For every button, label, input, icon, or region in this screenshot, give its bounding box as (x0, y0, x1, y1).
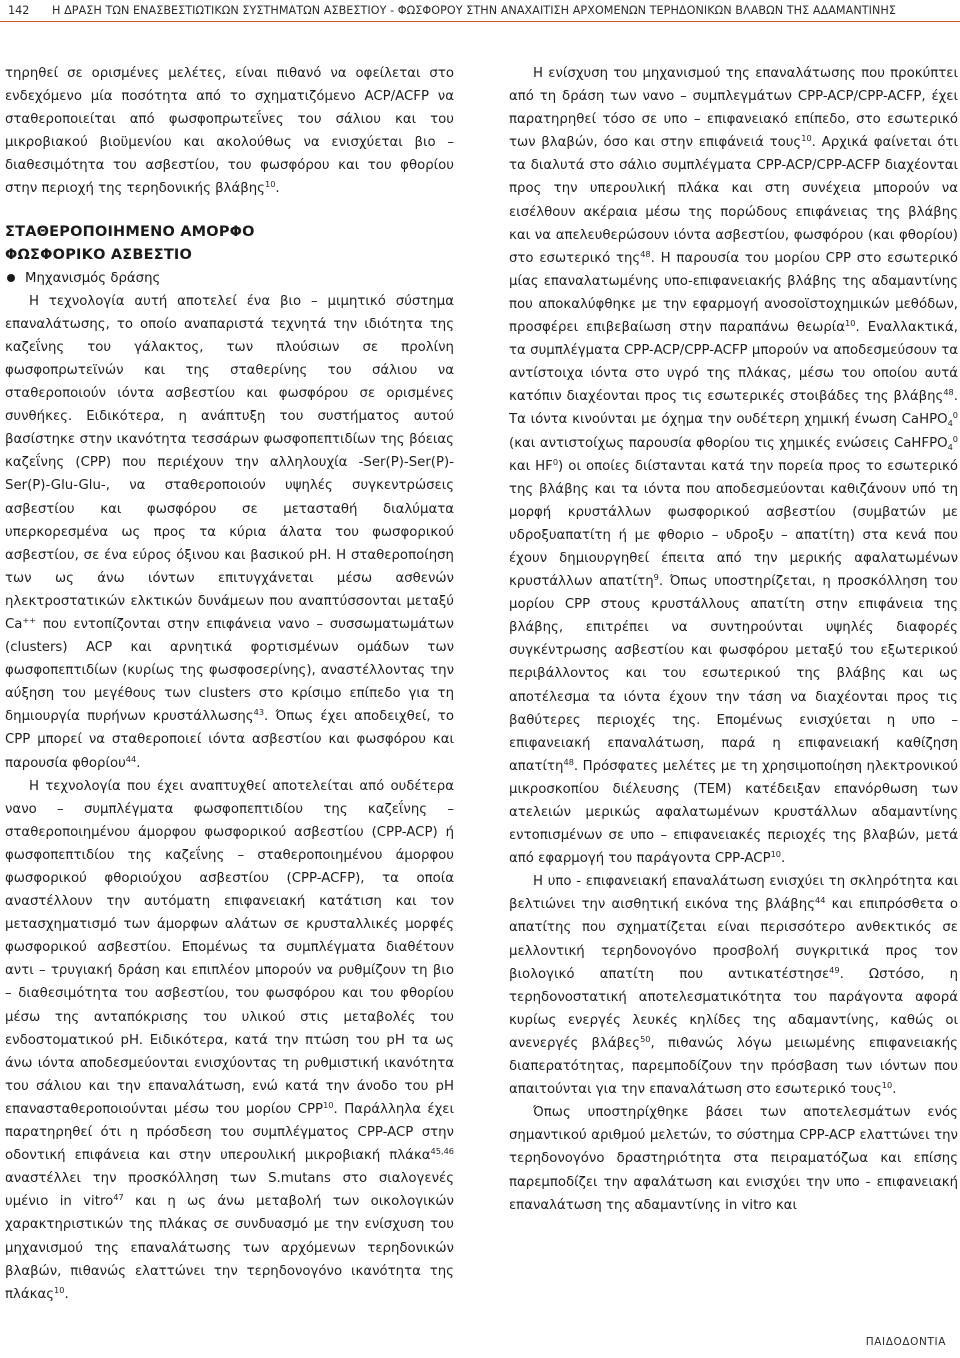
citation-superscript: 44 (125, 753, 137, 764)
section-title (5, 221, 454, 267)
right-column (509, 62, 958, 1217)
bullet-icon (7, 274, 15, 282)
subsurface-paragraph: Η υπο - επιφανειακή επαναλάτωση ενισχύει τη σκληρότητα και βελτιώνει την αισθητική εικόνα της βλάβης$^{44}$ και επιπρόσθετα ο απατίτης που σχηματίζεται είναι περισσότερο ανθεκτικός σε μελλοντική τερηδονογόνο προσβολή συγκριτικά προς τον βιολογικό απατίτη που αντικατέστησε$^{49}$. Ωστόσο, η τερηδονοστατική αποτελεσματικότητα του παράγοντα αφορά κυρίως ενεργές λευκές κηλίδες της αδαμαντίνης, καθώς οι ανενεργές βλάβες$^{50}$, πιθανώς λόγω μειωμένης επιφανειακής διαπερατότητας, παρεμποδίζουν την πρόσβαση των ιόντων που απαιτούνται για την επαναλάτωση στο εσωτερικό τους$^{10}$. (509, 874, 958, 1098)
citation-superscript: 9 (653, 572, 659, 583)
citation-superscript: 49 (829, 964, 840, 975)
citation-superscript: 0 (552, 456, 559, 467)
mechanism-paragraph: Η τεχνολογία αυτή αποτελεί ένα βιο – μιμητικό σύστημα επαναλάτωσης, το οποίο αναπαριστά τεχνητά την ιδιότητα της καζεΐνης του γάλακτος, των πλούσιων σε προλίνη φωσφοπρωτεϊνών και της σταθερίνης του σάλιου να σταθεροποιούν ιόντα ασβεστίου και φωσφόρου σε ορισμένες συνθήκες. Ειδικότερα, η ανάπτυξη του συστήματος αυτού βασίστηκε στην ικανότητα τεσσάρων φωσφοπεπτιδίων της βόειας καζεΐνης (CPP) που περιέχουν την αλληλουχία -Ser(P)-Ser(P)-Ser(P)-Glu-Glu-, να σταθεροποιούν υψηλές συγκεντρώσεις ασβεστίου και φωσφόρου σε μετασταθή διαλύματα υπερκορεσμένα ως προς τα κύρια άλατα του φωσφορικού ασβεστίου, σε ένα εύρος όξινου και βασικού pH. Η σταθεροποίηση των ως άνω ιόντων επιτυγχάνεται μέσω ασθενών ηλεκτροστατικών ελκτικών δυνάμεων που αναπτύσσονται μεταξύ Ca++ που εντοπίζονται στην επιφάνεια νανο – συσσωματωμάτων (clusters) ACP και αρνητικά φορτισμένων ομάδων των φωσφοπεπτιδίων (κυρίως της φωσφοσερίνης), αναστέλλοντας την αύξηση του μεγέθους των clusters στο κρίσιμο επίπεδο για τη δημιουργία πυρήνων κρυστάλλωσης$^{43}$. Όπως έχει αποδειχθεί, το CPP μπορεί να σταθεροποιεί ιόντα ασβεστίου και φωσφόρου και παρουσία φθορίου$^{44}$. (5, 293, 454, 771)
page-number: 142 (8, 4, 30, 17)
citation-superscript: 50 (640, 1033, 651, 1044)
citation-superscript: 10 (264, 179, 276, 190)
journal-name: ΠΑΙΔΟΔΟΝΤΙΑ (865, 1336, 946, 1348)
citation-superscript: 10 (54, 1284, 65, 1295)
citation-superscript: 10 (801, 133, 812, 144)
citation-superscript: 0 (952, 433, 958, 444)
citation-superscript: 44 (815, 895, 826, 906)
citation-superscript: 48 (640, 248, 651, 259)
intro-paragraph: τηρηθεί σε ορισμένες μελέτες, είναι πιθανό να οφείλεται στο ενδεχόμενο μία ποσότητα από το σχηματιζόμενο ACP/ACFP να σταθεροποιείται από φωσφοπρωτεΐνες του σάλιου και του μικροβιακού βιοϋμενίου και ακολούθως να ενισχύεται βιο – διαθεσιμότητα του ασβεστίου, του φωσφόρου και του φθορίου στην περιοχή της τερηδονικής βλάβης$^{10}$. (5, 66, 454, 197)
subscript: 4 (947, 441, 953, 452)
section-title-line-2: ΦΩΣΦΟΡΙΚΟ ΑΣΒΕΣΤΙΟ (5, 246, 193, 263)
citation-superscript: 10 (323, 1099, 334, 1110)
citation-superscript: ++ (22, 614, 37, 625)
citation-superscript: 48 (943, 387, 954, 398)
subheading-text: Μηχανισμός δράσης (25, 270, 161, 286)
citation-superscript: 48 (563, 756, 574, 767)
section-title-line-1: ΣΤΑΘΕΡΟΠΟΙΗΜΕΝΟ ΑΜΟΡΦΟ (5, 223, 255, 240)
citation-superscript: 45,46 (430, 1146, 454, 1157)
technology-paragraph: Η τεχνολογία που έχει αναπτυχθεί αποτελείται από ουδέτερα νανο – συμπλέγματα φωσφοπεπτιδίου της καζεΐνης – σταθεροποιημένου άμορφου φωσφορικού ασβεστίου (CPP-ACP) ή φωσφοπεπτιδίου της καζεΐνης – σταθεροποιημένου άμορφου φωσφορικού φθοριούχου ασβεστίου (CPP-ACFP), τα οποία αναστέλλουν την αυτόματη επιφανειακή κατάτιση και τον μετασχηματισμό των άμορφων αλάτων σε κρυσταλλικές μορφές φωσφορικού ασβεστίου. Επομένως τα συμπλέγματα διαθέτουν αντι – τρυγιακή δράση και επιπλέον μπορούν να ρυθμίζουν τη βιο – διαθεσιμότητα του ασβεστίου, του φωσφόρου και του φθορίου μέσω της ανταπόκρισης του υλικού στις μεταβολές του ενδοστοματικού pH. Ειδικότερα, κατά την πτώση του pH τα ως άνω ιόντα αποδεσμεύονται ενισχύοντας τη ρυθμιστική ικανότητα του σάλιου και την επαναλάτωση, ενώ κατά την άνοδο του pH επανασταθεροποιούνται μέσω του μορίου CPP$^{10}$. Παράλληλα έχει παρατηρηθεί ότι η πρόσδεση του συμπλέγματος CPP-ACP στην οδοντική επιφάνεια και στην υπερουλική μικροβιακή πλάκα$^{45,46}$ αναστέλλει την προσκόλληση των S.mutans στο σιαλογενές υμένιο in vitro$^{47}$ και η ως άνω μεταβολή των οικολογικών χαρακτηριστικών της πλάκας σε συνδυασμό με την ενίσχυση του μηχανισμού της επαναλάτωσης των αρχόμενων τερηδονικών βλαβών, πιθανώς ελαττώνει την τερηδονογόνο ικανότητα της πλάκας$^{10}$. (5, 778, 454, 1302)
citation-superscript: 10 (845, 318, 856, 329)
subscript: 4 (947, 418, 953, 429)
enhancement-paragraph: Η ενίσχυση του μηχανισμού της επαναλάτωσης που προκύπτει από τη δράση των νανο – συμπλεγμάτων CPP-ACP/CPP-ACFP, έχει παρατηρηθεί τόσο σε υπο – επιφανειακό επίπεδο, στο εσωτερικό των βλαβών, όσο και στην επιφάνειά τους$^{10}$. Αρχικά φαίνεται ότι τα διαλυτά στο σάλιο συμπλέγματα CPP-ACP/CPP-ACFP διαχέονται προς την υπερουλική πλάκα και στη συνέχεια μπορούν να εισέλθουν ακέραια μέσω της πορώδους επιφάνειας της βλάβης και να απελευθερώσουν ιόντα ασβεστίου, φωσφόρου (και φθορίου) στο εσωτερικό της$^{48}$. Η παρουσία του μορίου CPP στο εσωτερικό μίας επαναλατωμένης υπο-επιφανειακής βλάβης της αδαμαντίνης που αποκαλύφθηκε με την εφαρμογή ανοσοϊστοχημικών μεθόδων, προσφέρει επιβεβαίωση στην παραπάνω θεωρία$^{10}$. Εναλλακτικά, τα συμπλέγματα CPP-ACP/CPP-ACFP μπορούν να αποδεσμεύσουν τα αντίστοιχα ιόντα στο υγρό της πλάκας, μέσω του οποίου αυτά κατόπιν διαχέονται προς τις εσωτερικές στοιβάδες της βλάβης$^{48}$. Τα ιόντα κινούνται με όχημα την ουδέτερη χημική ένωση CaHPO$_4^0$ (και αντιστοίχως παρουσία φθορίου τις χημικές ενώσεις CaHFPO$_4^0$ και $HF^0$) οι οποίες διίστανται κατά την πορεία προς το εσωτερικό της βλάβης και τα ιόντα που αποδεσμεύονται καθιζάνουν υπό τη μορφή κρυστάλλων φωσφορικού ασβεστίου (συμβατών με υδροξυαπατίτη ή με φθοριο – υδροξυ – απατίτη) στα κενά που έχουν δημιουργηθεί έπειτα από την μερικής αφαλατωμένων κρυστάλλων απατίτη$^9$. Όπως υποστηρίζεται, η προσκόλληση του μορίου CPP στους κρυστάλλους απατίτη στην επιφάνεια της βλάβης, επιτρέπει να συντηρούνται υψηλές διαφορές συγκέντρωσης ασβεστίου και φωσφόρου μεταξύ του εξωτερικού περιβάλλοντος και του εσωτερικού της βλάβης και ως αποτέλεσμα τα ιόντα έχουν την τάση να διαχέονται προς τις βαθύτερες περιοχές της. Επομένως ενισχύεται η υπο – επιφανειακή επαναλάτωση, παρά η επιφανειακή καθίζηση απατίτη$^{48}$. Πρόσφατες μελέτες με τη χρησιμοποίηση ηλεκτρονικού μικροσκοπίου διέλευσης (TEM) κατέδειξαν επανόρθωση των ατελειών μερικώς αφαλατωμένων κρυστάλλων αδαμαντίνης εντοπισμένων σε υπο – επιφανειακές περιοχές της βλαβών, μετά από εφαρμογή του παράγοντα CPP-ACP$^{10}$. (509, 66, 959, 867)
citation-superscript: 43 (253, 707, 265, 718)
left-column (5, 62, 454, 1306)
subheading (5, 267, 454, 290)
citation-superscript: 47 (113, 1192, 124, 1203)
citation-superscript: 10 (881, 1080, 893, 1091)
citation-superscript: 0 (952, 410, 958, 421)
conclusion-paragraph: Όπως υποστηρίχθηκε βάσει των αποτελεσμάτων ενός σημαντικού αριθμού μελετών, το σύστημα CPP-ACP ελαττώνει την τερηδονογόνο δραστηριότητα στα πειραματόζωα και επίσης παρεμποδίζει την αφαλάτωση και ενισχύει την υπο - επιφανειακή επαναλάτωση της αδαμαντίνης in vitro και (509, 1105, 958, 1213)
citation-superscript: 10 (770, 849, 782, 860)
running-header (0, 0, 960, 22)
running-title: Η ΔΡΑΣΗ ΤΩΝ ΕΝΑΣΒΕΣΤΙΩΤΙΚΩΝ ΣΥΣΤΗΜΑΤΩΝ ΑΣΒΕΣΤΙΟΥ - ΦΩΣΦΟΡΟΥ ΣΤΗΝ ΑΝΑΧΑΙΤΙΣΗ ΑΡΧΟΜΕΝΩΝ ΤΕΡΗΔΟΝΙΚΩΝ ΒΛΑΒΩΝ ΤΗΣ ΑΔΑΜΑΝΤΙΝΗΣ (52, 4, 896, 17)
